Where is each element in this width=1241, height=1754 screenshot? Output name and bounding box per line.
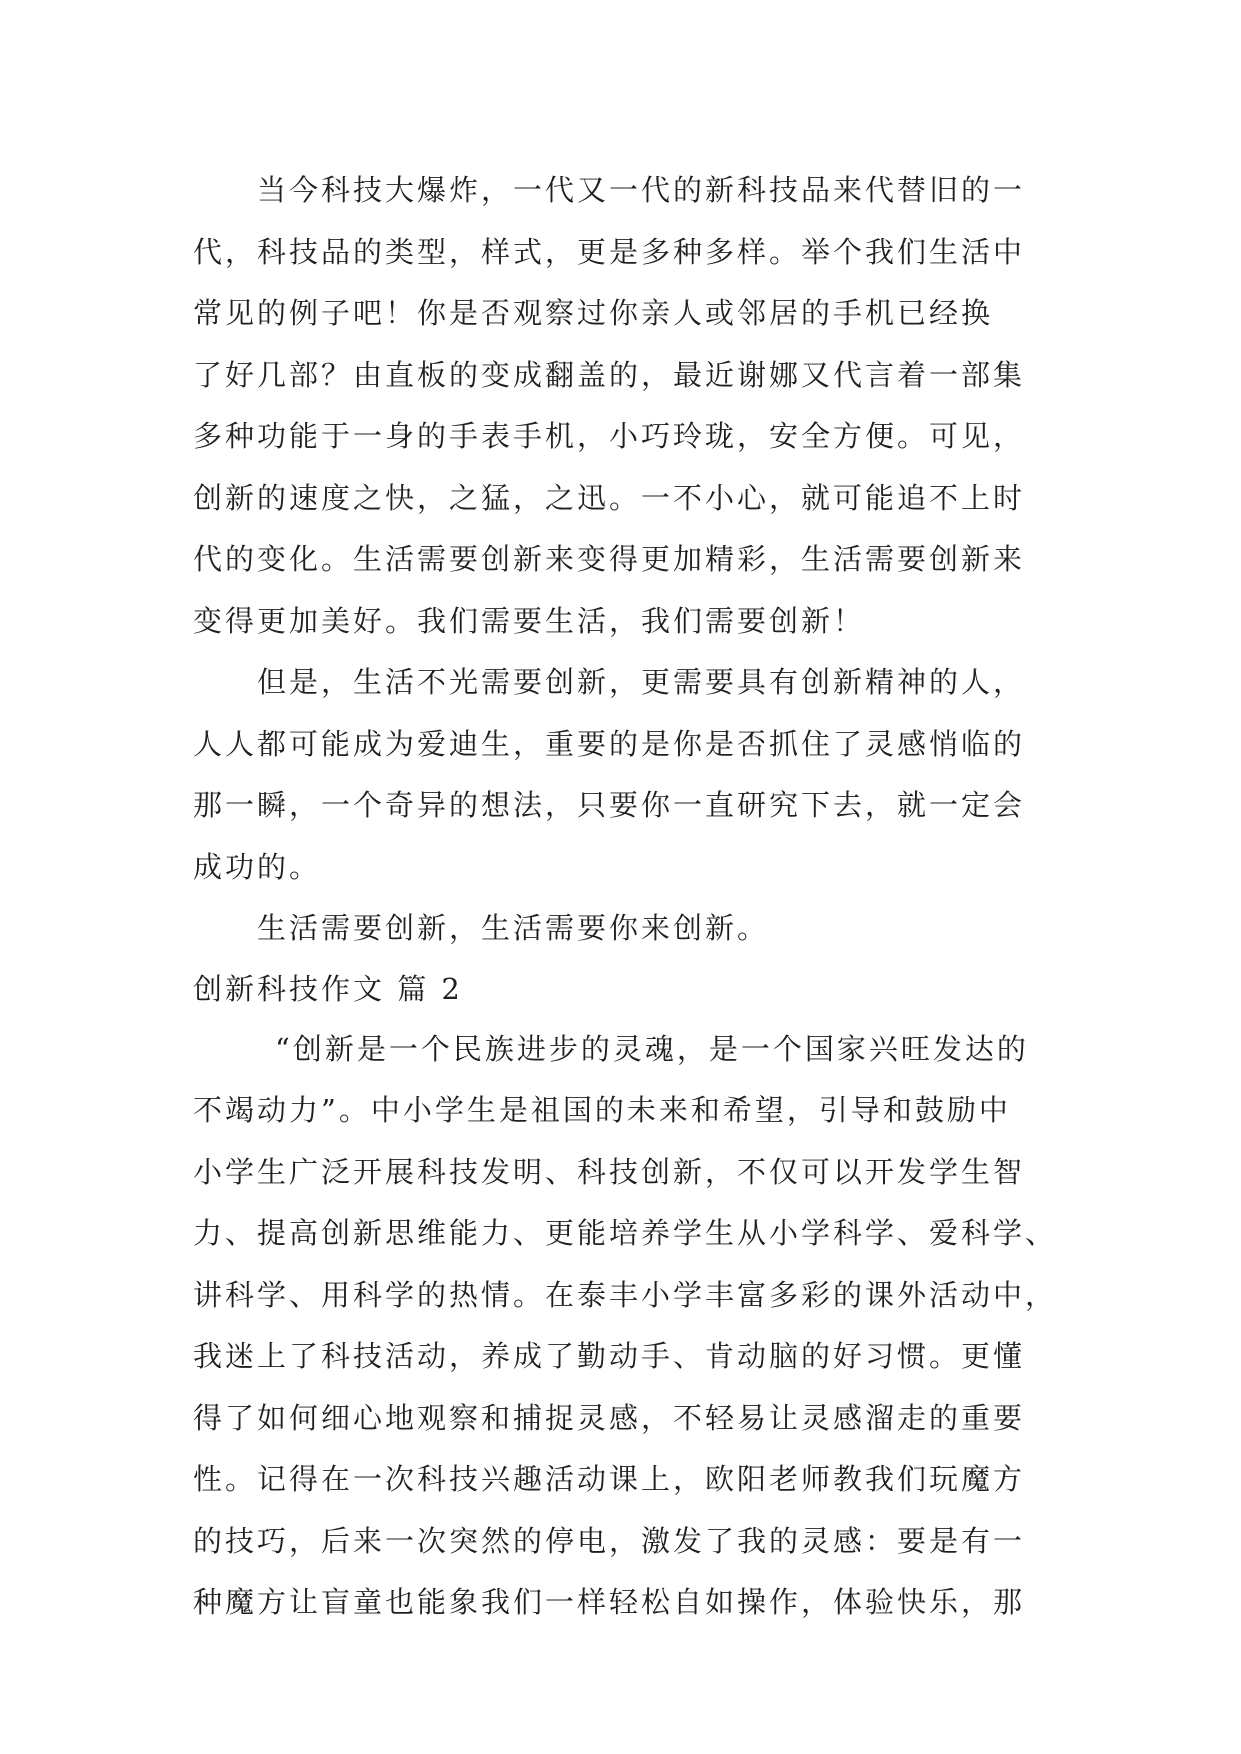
paragraph-line: 变得更加美好。我们需要生活，我们需要创新！ <box>193 603 866 638</box>
paragraph-line: 代的变化。生活需要创新来变得更加精彩，生活需要创新来 <box>193 542 1026 576</box>
paragraph-line: 的技巧，后来一次突然的停电，激发了我的灵感：要是有一 <box>193 1523 1026 1558</box>
section-heading: 创新科技作文 篇 2 <box>193 971 463 1006</box>
paragraph-line: 生活需要创新，生活需要你来创新。 <box>257 911 770 945</box>
paragraph-line: 性。记得在一次科技兴趣活动课上，欧阳老师教我们玩魔方 <box>193 1462 1026 1496</box>
paragraph-line: 讲科学、用科学的热情。在泰丰小学丰富多彩的课外活动中， <box>193 1277 1058 1312</box>
paragraph-line: 代，科技品的类型，样式，更是多种多样。举个我们生活中 <box>193 234 1026 269</box>
paragraph-line: 不竭动力”。中小学生是祖国的未来和希望，引导和鼓励中 <box>193 1093 1011 1127</box>
paragraph-line: “创新是一个民族进步的灵魂，是一个国家兴旺发达的 <box>275 1031 1029 1066</box>
paragraph-line: 常见的例子吧！你是否观察过你亲人或邻居的手机已经换 <box>193 296 994 330</box>
paragraph-line: 人人都可能成为爱迪生，重要的是你是否抓住了灵感悄临的 <box>193 726 1026 761</box>
paragraph-line: 那一瞬，一个奇异的想法，只要你一直研究下去，就一定会 <box>193 788 1026 822</box>
article-body <box>193 160 1058 1634</box>
paragraph-line: 但是，生活不光需要创新，更需要具有创新精神的人， <box>257 665 1026 699</box>
paragraph-line: 得了如何细心地观察和捕捉灵感，不轻易让灵感溜走的重要 <box>193 1400 1026 1435</box>
paragraph-line: 种魔方让盲童也能象我们一样轻松自如操作，体验快乐，那 <box>193 1585 1026 1619</box>
paragraph-line: 成功的。 <box>193 849 322 884</box>
paragraph-line: 了好几部？由直板的变成翻盖的，最近谢娜又代言着一部集 <box>193 357 1026 392</box>
paragraph-line: 多种功能于一身的手表手机，小巧玲珑，安全方便。可见， <box>193 419 1026 453</box>
paragraph-line: 当今科技大爆炸，一代又一代的新科技品来代替旧的一 <box>257 173 1026 207</box>
paragraph-line: 创新的速度之快，之猛，之迅。一不小心，就可能追不上时 <box>193 480 1026 515</box>
paragraph-line: 小学生广泛开展科技发明、科技创新，不仅可以开发学生智 <box>193 1154 1026 1189</box>
paragraph-line: 力、提高创新思维能力、更能培养学生从小学科学、爱科学、 <box>193 1216 1058 1250</box>
paragraph-line: 我迷上了科技活动，养成了勤动手、肯动脑的好习惯。更懂 <box>193 1339 1026 1373</box>
